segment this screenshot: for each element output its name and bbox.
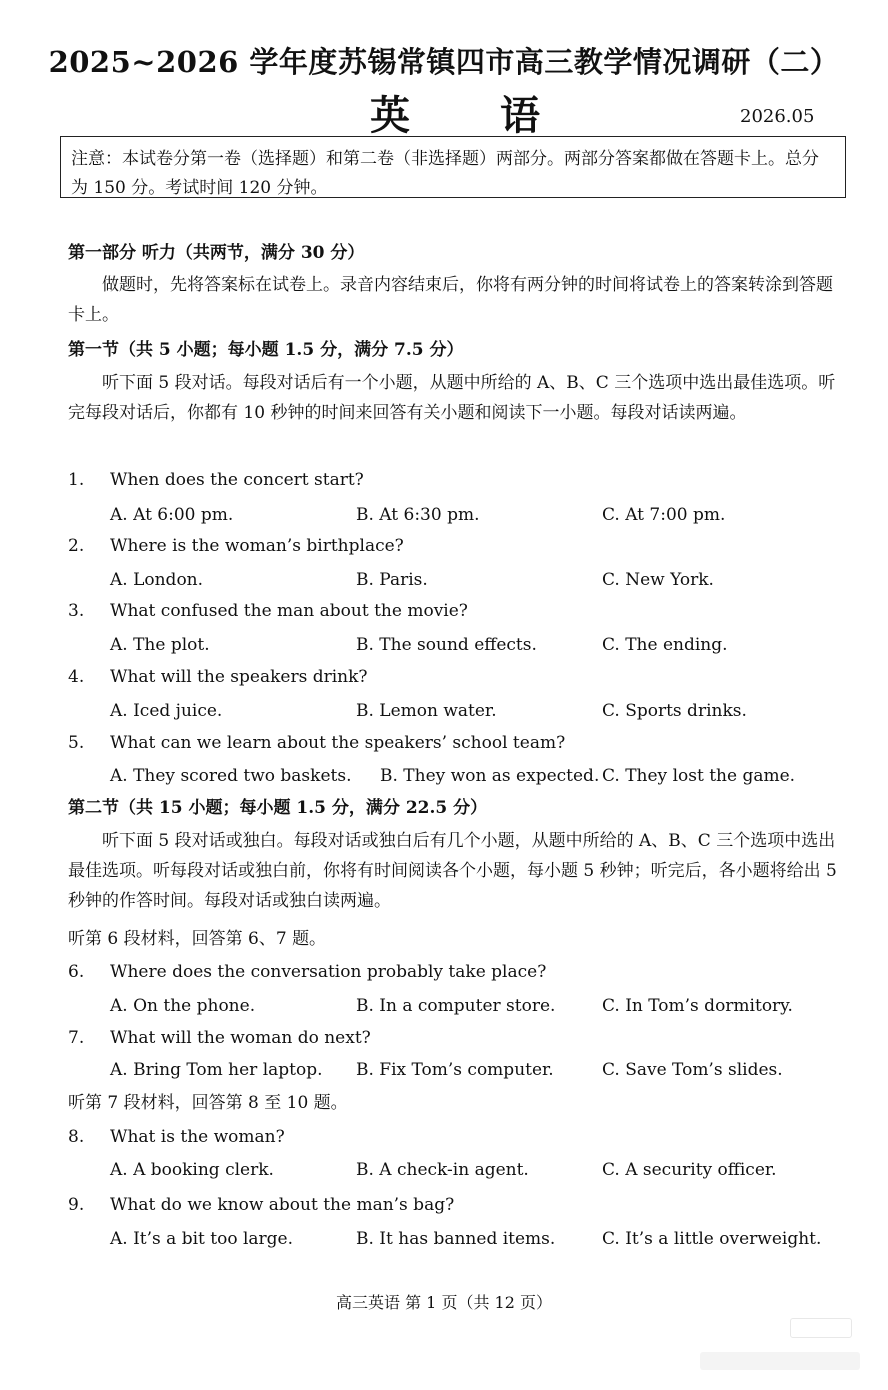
watermark-strip: [700, 1352, 860, 1370]
section1-heading: 第一节（共 5 小题；每小题 1.5 分，满分 7.5 分）: [68, 340, 464, 360]
question-number: 8.: [68, 1127, 85, 1147]
option-c: C. New York.: [602, 570, 714, 590]
option-a: A. London.: [110, 570, 204, 590]
question-number: 5.: [68, 733, 85, 753]
option-c: C. At 7:00 pm.: [602, 505, 726, 525]
question-stem: Where is the woman’s birthplace?: [110, 536, 404, 556]
option-b: B. In a computer store.: [356, 996, 556, 1016]
option-b: B. A check-in agent.: [356, 1160, 529, 1180]
section2-intro: 听下面 5 段对话或独白。每段对话或独白后有几个小题，从题中所给的 A、B、C 三个选项中选出最佳选项。听每段对话或独白前，你将有时间阅读各个小题，每小题 5 秒钟；听完后，各小题将给出 5 秒钟的作答时间。每段对话或独白读两遍。: [68, 831, 837, 911]
option-c: C. A security officer.: [602, 1160, 777, 1180]
option-a: A. A booking clerk.: [110, 1160, 274, 1180]
option-b: B. At 6:30 pm.: [356, 505, 480, 525]
question-stem: Where does the conversation probably take place?: [110, 962, 547, 982]
option-c: C. In Tom’s dormitory.: [602, 996, 793, 1016]
section2-heading: 第二节（共 15 小题；每小题 1.5 分，满分 22.5 分）: [68, 798, 488, 818]
part1-heading: 第一部分 听力（共两节，满分 30 分）: [68, 243, 365, 263]
question-number: 3.: [68, 601, 85, 621]
option-b: B. Lemon water.: [356, 701, 497, 721]
option-a: A. Iced juice.: [110, 701, 223, 721]
question-stem: What can we learn about the speakers’ school team?: [110, 733, 566, 753]
question-stem: When does the concert start?: [110, 470, 364, 490]
question-stem: What will the speakers drink?: [110, 667, 368, 687]
option-a: A. At 6:00 pm.: [110, 505, 234, 525]
question-stem: What do we know about the man’s bag?: [110, 1195, 455, 1215]
option-a: A. On the phone.: [110, 996, 256, 1016]
section1-intro: 听下面 5 段对话。每段对话后有一个小题，从题中所给的 A、B、C 三个选项中选出最佳选项。听完每段对话后，你都有 10 秒钟的时间来回答有关小题和阅读下一小题。每段对话读两遍。: [68, 373, 836, 423]
notice-box: 注意：本试卷分第一卷（选择题）和第二卷（非选择题）两部分。两部分答案都做在答题卡上。总分为 150 分。考试时间 120 分钟。: [60, 136, 846, 198]
question-number: 6.: [68, 962, 85, 982]
option-c: C. It’s a little overweight.: [602, 1229, 822, 1249]
option-b: B. It has banned items.: [356, 1229, 556, 1249]
question-number: 4.: [68, 667, 85, 687]
material-7-instruction: 听第 7 段材料，回答第 8 至 10 题。: [68, 1093, 348, 1113]
material-6-instruction: 听第 6 段材料，回答第 6、7 题。: [68, 929, 327, 949]
option-c: C. Sports drinks.: [602, 701, 747, 721]
option-a: A. The plot.: [110, 635, 210, 655]
option-b: B. Paris.: [356, 570, 428, 590]
page-footer: 高三英语 第 1 页（共 12 页）: [336, 1293, 552, 1312]
watermark-mark: [790, 1318, 852, 1338]
question-number: 2.: [68, 536, 85, 556]
question-stem: What will the woman do next?: [110, 1028, 371, 1048]
option-a: A. They scored two baskets.: [110, 766, 352, 786]
option-a: A. Bring Tom her laptop.: [110, 1060, 323, 1080]
question-stem: What is the woman?: [110, 1127, 285, 1147]
option-b: B. They won as expected.: [380, 766, 600, 786]
exam-title: 2025~2026 学年度苏锡常镇四市高三教学情况调研（二）: [48, 45, 840, 79]
option-b: B. The sound effects.: [356, 635, 537, 655]
exam-date: 2026.05: [740, 106, 815, 127]
option-a: A. It’s a bit too large.: [110, 1229, 294, 1249]
question-number: 1.: [68, 470, 85, 490]
option-c: C. Save Tom’s slides.: [602, 1060, 783, 1080]
subject-title: 英语: [370, 92, 630, 139]
option-c: C. The ending.: [602, 635, 728, 655]
question-number: 9.: [68, 1195, 85, 1215]
option-b: B. Fix Tom’s computer.: [356, 1060, 554, 1080]
question-stem: What confused the man about the movie?: [110, 601, 468, 621]
option-c: C. They lost the game.: [602, 766, 796, 786]
part1-intro: 做题时，先将答案标在试卷上。录音内容结束后，你将有两分钟的时间将试卷上的答案转涂到答题卡上。: [68, 275, 833, 325]
question-number: 7.: [68, 1028, 85, 1048]
